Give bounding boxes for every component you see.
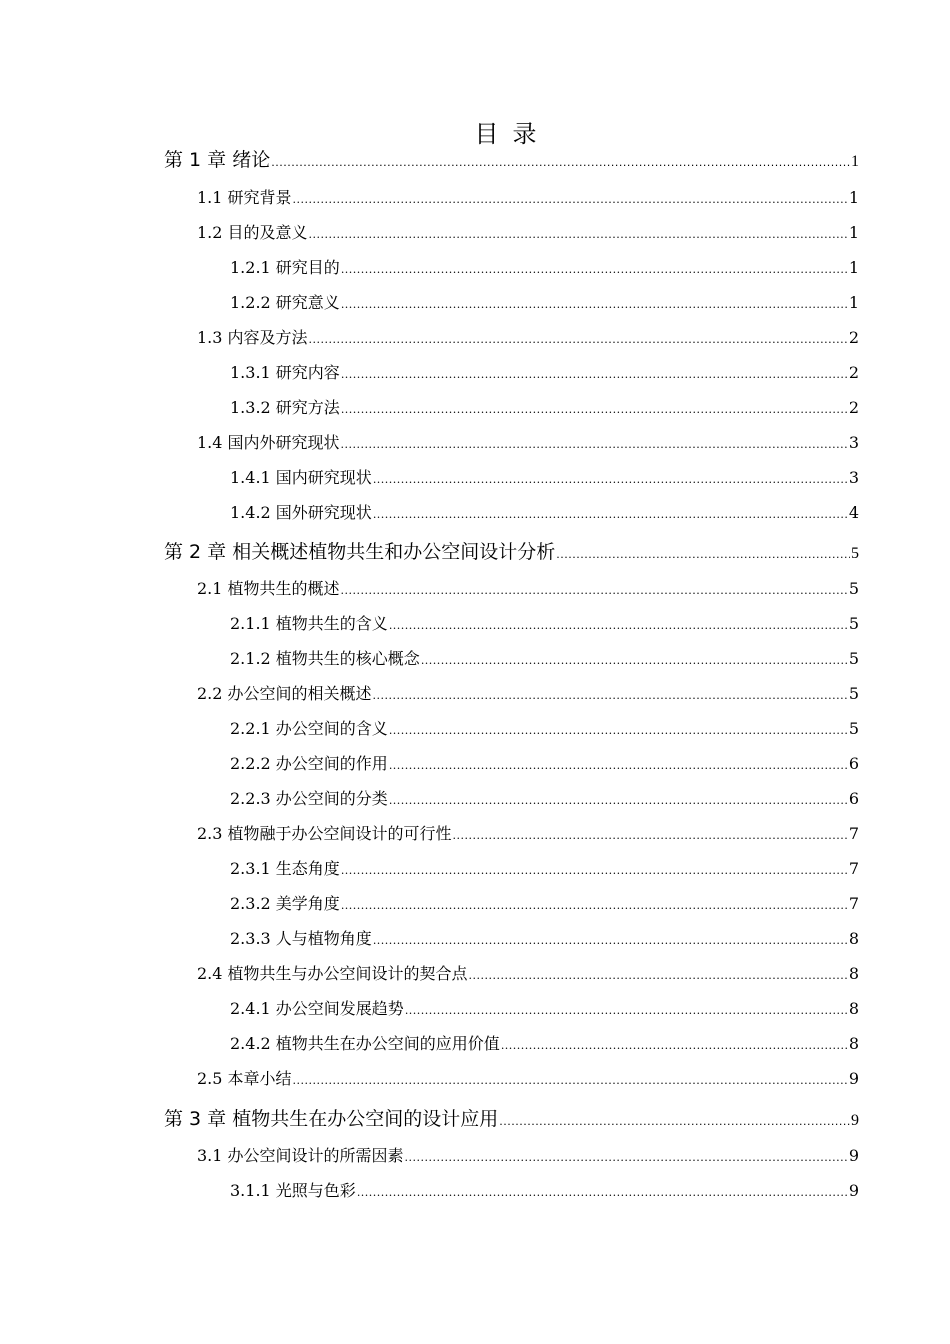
toc-entry-page: 6 <box>848 754 859 773</box>
dot-leader <box>341 368 848 381</box>
dot-leader <box>341 899 848 912</box>
dot-leader <box>501 1039 848 1052</box>
dot-leader <box>341 864 848 877</box>
dot-leader <box>556 548 850 561</box>
toc-entry-page: 8 <box>848 929 859 948</box>
dot-leader <box>373 473 848 486</box>
dot-leader <box>373 689 848 702</box>
toc-entry-1-1[interactable] <box>197 185 859 208</box>
toc-entry-page: 2 <box>848 328 859 347</box>
toc-entry-label: 1.3 内容及方法 <box>197 328 308 347</box>
toc-entry-label: 2.3.1 生态角度 <box>230 859 340 878</box>
toc-entry-label: 2.4 植物共生与办公空间设计的契合点 <box>197 964 468 983</box>
toc-entry-page: 5 <box>848 684 859 703</box>
toc-entry-page: 1 <box>848 188 859 207</box>
toc-entry-2-4-2[interactable] <box>230 1031 859 1054</box>
toc-entry-page: 7 <box>848 824 859 843</box>
toc-entry-label: 2.3.2 美学角度 <box>230 894 340 913</box>
toc-entry-1-4[interactable] <box>197 430 859 453</box>
toc-entry-2-3-2[interactable] <box>230 891 859 914</box>
dot-leader <box>341 584 848 597</box>
toc-entry-page: 8 <box>848 1034 859 1053</box>
toc-entry-label: 2.1.2 植物共生的核心概念 <box>230 649 420 668</box>
toc-entry-page: 5 <box>848 614 859 633</box>
toc-entry-3-1-1[interactable] <box>230 1178 859 1201</box>
toc-entry-page: 1 <box>848 223 859 242</box>
toc-entry-2-2-3[interactable] <box>230 786 859 809</box>
dot-leader <box>373 934 848 947</box>
toc-entry-chapter-1[interactable] <box>164 145 859 172</box>
toc-entry-page: 3 <box>848 433 859 452</box>
toc-entry-2-1-1[interactable] <box>230 611 859 634</box>
toc-entry-1-2-1[interactable] <box>230 255 859 278</box>
dot-leader <box>357 1186 848 1199</box>
toc-entry-2-4[interactable] <box>197 961 859 984</box>
dot-leader <box>421 654 848 667</box>
toc-entry-label: 2.2 办公空间的相关概述 <box>197 684 372 703</box>
toc-entry-label: 2.4.1 办公空间发展趋势 <box>230 999 404 1018</box>
toc-entry-label: 1.3.2 研究方法 <box>230 398 340 417</box>
toc-entry-chapter-3[interactable] <box>164 1104 859 1131</box>
toc-entry-label: 2.1.1 植物共生的含义 <box>230 614 388 633</box>
toc-entry-page: 1 <box>848 258 859 277</box>
dot-leader <box>341 403 848 416</box>
toc-entry-page: 4 <box>848 503 859 522</box>
dot-leader <box>309 228 848 241</box>
toc-entry-page: 2 <box>848 363 859 382</box>
dot-leader <box>453 829 848 842</box>
toc-entry-page: 5 <box>848 719 859 738</box>
dot-leader <box>373 508 848 521</box>
toc-entry-page: 5 <box>848 579 859 598</box>
toc-entry-1-3[interactable] <box>197 325 859 348</box>
dot-leader <box>469 969 848 982</box>
toc-entry-page: 7 <box>848 894 859 913</box>
toc-entry-label: 2.3.3 人与植物角度 <box>230 929 372 948</box>
toc-entry-page: 9 <box>848 1146 859 1165</box>
toc-entry-page: 3 <box>848 468 859 487</box>
dot-leader <box>271 156 850 169</box>
toc-entry-page: 7 <box>848 859 859 878</box>
toc-entry-label: 2.3 植物融于办公空间设计的可行性 <box>197 824 452 843</box>
toc-entry-2-1[interactable] <box>197 576 859 599</box>
dot-leader <box>389 759 848 772</box>
toc-entry-label: 第 2 章 相关概述植物共生和办公空间设计分析 <box>164 541 556 563</box>
toc-entry-1-2[interactable] <box>197 220 859 243</box>
dot-leader <box>405 1004 848 1017</box>
toc-entry-1-4-2[interactable] <box>230 500 859 523</box>
toc-title: 目录 <box>474 120 551 148</box>
toc-entry-label: 1.4 国内外研究现状 <box>197 433 340 452</box>
toc-entry-page: 8 <box>848 999 859 1018</box>
toc-entry-page: 2 <box>848 398 859 417</box>
toc-entry-2-3-1[interactable] <box>230 856 859 879</box>
toc-entry-1-3-1[interactable] <box>230 360 859 383</box>
dot-leader <box>293 193 848 206</box>
toc-entry-1-3-2[interactable] <box>230 395 859 418</box>
toc-entry-page: 9 <box>848 1069 859 1088</box>
toc-entry-label: 2.2.3 办公空间的分类 <box>230 789 388 808</box>
toc-entry-page: 9 <box>848 1181 859 1200</box>
dot-leader <box>293 1074 848 1087</box>
toc-entry-label: 第 1 章 绪论 <box>164 149 271 171</box>
toc-entry-label: 2.2.1 办公空间的含义 <box>230 719 388 738</box>
toc-entry-label: 3.1.1 光照与色彩 <box>230 1181 356 1200</box>
toc-entry-page: 8 <box>848 964 859 983</box>
toc-entry-1-2-2[interactable] <box>230 290 859 313</box>
toc-entry-2-2[interactable] <box>197 681 859 704</box>
toc-entry-page: 5 <box>848 649 859 668</box>
toc-entry-label: 2.1 植物共生的概述 <box>197 579 340 598</box>
toc-entry-label: 1.4.2 国外研究现状 <box>230 503 372 522</box>
toc-entry-2-1-2[interactable] <box>230 646 859 669</box>
toc-entry-page: 1 <box>851 153 859 170</box>
toc-entry-label: 第 3 章 植物共生在办公空间的设计应用 <box>164 1108 499 1130</box>
toc-entry-chapter-2[interactable] <box>164 537 859 564</box>
toc-entry-2-4-1[interactable] <box>230 996 859 1019</box>
toc-entry-label: 2.2.2 办公空间的作用 <box>230 754 388 773</box>
toc-entry-2-3[interactable] <box>197 821 859 844</box>
dot-leader <box>499 1115 850 1128</box>
dot-leader <box>389 724 848 737</box>
toc-entry-1-4-1[interactable] <box>230 465 859 488</box>
dot-leader <box>389 794 848 807</box>
dot-leader <box>341 438 848 451</box>
toc-entry-label: 3.1 办公空间设计的所需因素 <box>197 1146 404 1165</box>
dot-leader <box>309 333 848 346</box>
toc-entry-2-5[interactable] <box>197 1066 859 1089</box>
dot-leader <box>341 298 848 311</box>
toc-entry-label: 1.1 研究背景 <box>197 188 292 207</box>
dot-leader <box>405 1151 848 1164</box>
toc-entry-label: 2.4.2 植物共生在办公空间的应用价值 <box>230 1034 500 1053</box>
toc-entry-label: 1.4.1 国内研究现状 <box>230 468 372 487</box>
dot-leader <box>389 619 848 632</box>
toc-entry-page: 9 <box>851 1112 859 1129</box>
toc-entry-2-3-3[interactable] <box>230 926 859 949</box>
toc-entry-page: 5 <box>851 545 859 562</box>
toc-entry-page: 6 <box>848 789 859 808</box>
toc-entry-label: 1.2.1 研究目的 <box>230 258 340 277</box>
toc-entry-2-2-1[interactable] <box>230 716 859 739</box>
toc-entry-label: 2.5 本章小结 <box>197 1069 292 1088</box>
dot-leader <box>341 263 848 276</box>
toc-entry-3-1[interactable] <box>197 1143 859 1166</box>
toc-entry-2-2-2[interactable] <box>230 751 859 774</box>
toc-entry-label: 1.2 目的及意义 <box>197 223 308 242</box>
toc-entry-label: 1.2.2 研究意义 <box>230 293 340 312</box>
toc-entry-label: 1.3.1 研究内容 <box>230 363 340 382</box>
toc-entry-page: 1 <box>848 293 859 312</box>
